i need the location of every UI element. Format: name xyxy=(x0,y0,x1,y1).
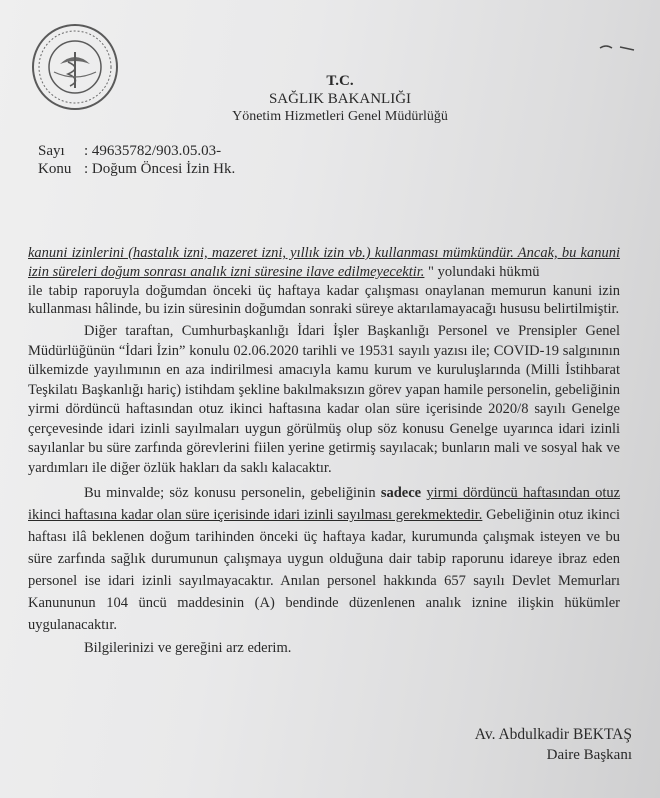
quote-tail: " yolundaki hükmü xyxy=(428,264,540,280)
sayi-row xyxy=(38,142,235,160)
para3-rest: Gebeliğinin otuz ikinci haftası ilâ beklenen doğum tarihinden önceki üç haftaya kadar, kurumunda çalışmak isteyen ve bu süre zarfında sağlık durumunun çalışmaya uygun olduğuna dair tabip raporunu idareye ibraz eden personel ise idari izinli sayılmayacaktır. Anılan personel hakkında 657 sayılı Devlet Memurları Kanununun 104 üncü maddesinin (A) bendinde düzenlenen analık iznine ilişkin hükümler uygulanacaktır. xyxy=(28,507,621,633)
country-label: T.C. xyxy=(326,73,354,89)
sayi-value: : 49635782/903.05.03- xyxy=(84,143,222,159)
paragraph-2: Diğer taraftan, Cumhurbaşkanlığı İdari İşler Başkanlığı Personel ve Prensipler Genel Müdürlüğünün “İdari İzin” konulu 02.06.2020 tarihli ve 19531 sayılı yazısı ile; COVID-19 salgınının ülkemizde yayılımının en aza indirilmesi amacıyla kamu kurum ve kuruluşlarında (Milli İstihbarat Teşkilatı Başkanlığı hariç) istihdam şekline bakılmaksızın görev yapan hamile personelin, gebeliğinin yirmi dördüncü haftasından otuz ikinci haftasına kadar olan süre içerisinde 2020/8 sayılı Genelge çerçevesinde idari izinli sayılmaları uygun görülmüş olup söz konusu Genelge uyarınca idari izinli sayılanlar bu süre zarfında görevlerini fiilen yerine getirmiş sayılacak; bunların mali ve sosyal hak ve yardımları ile diğer özlük hakları da saklı kalacaktır. xyxy=(28,323,620,476)
signature-block xyxy=(475,724,632,766)
konu-value: : Doğum Öncesi İzin Hk. xyxy=(84,161,236,177)
paragraph-1: ile tabip raporuyla doğumdan önceki üç haftaya kadar çalışması onaylanan memurun kanuni izin kullanması hâlinde, bu izin süresinin doğumdan sonraki süreye aktarılamayacağı hususu belirtilmiştir. xyxy=(28,283,620,317)
quote-underlined: kanuni izinlerini (hastalık izni, mazeret izni, yıllık izin vb.) kullanması mümkündür. Ancak, bu kanuni izin süreleri doğum sonrası analık izni süresine ilave edilmeyecektir. xyxy=(28,245,620,280)
letterhead xyxy=(180,72,500,126)
ink-mark xyxy=(598,40,638,54)
department-name: Yönetim Hizmetleri Genel Müdürlüğü xyxy=(232,109,448,124)
para3-underlined: yirmi dördüncü haftasından otuz ikinci haftasına kadar olan süre içerisinde idari izinli sayılması gerekmektedir. xyxy=(28,485,621,523)
ministry-seal-icon xyxy=(30,22,120,112)
konu-row xyxy=(38,160,235,178)
quoted-provision xyxy=(28,244,620,282)
para3-intro: Bu minvalde; söz konusu personelin, gebeliğinin xyxy=(84,485,376,501)
sayi-label: Sayı xyxy=(38,143,65,159)
signatory-title: Daire Başkanı xyxy=(546,747,632,763)
letter-body xyxy=(28,244,620,658)
konu-label: Konu xyxy=(38,161,72,177)
ministry-name: SAĞLIK BAKANLIĞI xyxy=(268,91,412,107)
paragraph-3 xyxy=(28,482,620,636)
signatory-name: Av. Abdulkadir BEKTAŞ xyxy=(474,726,632,743)
closing-line: Bilgilerinizi ve gereğini arz ederim. xyxy=(84,640,292,656)
letter-meta xyxy=(38,142,235,178)
para3-bold: sadece xyxy=(380,485,422,501)
